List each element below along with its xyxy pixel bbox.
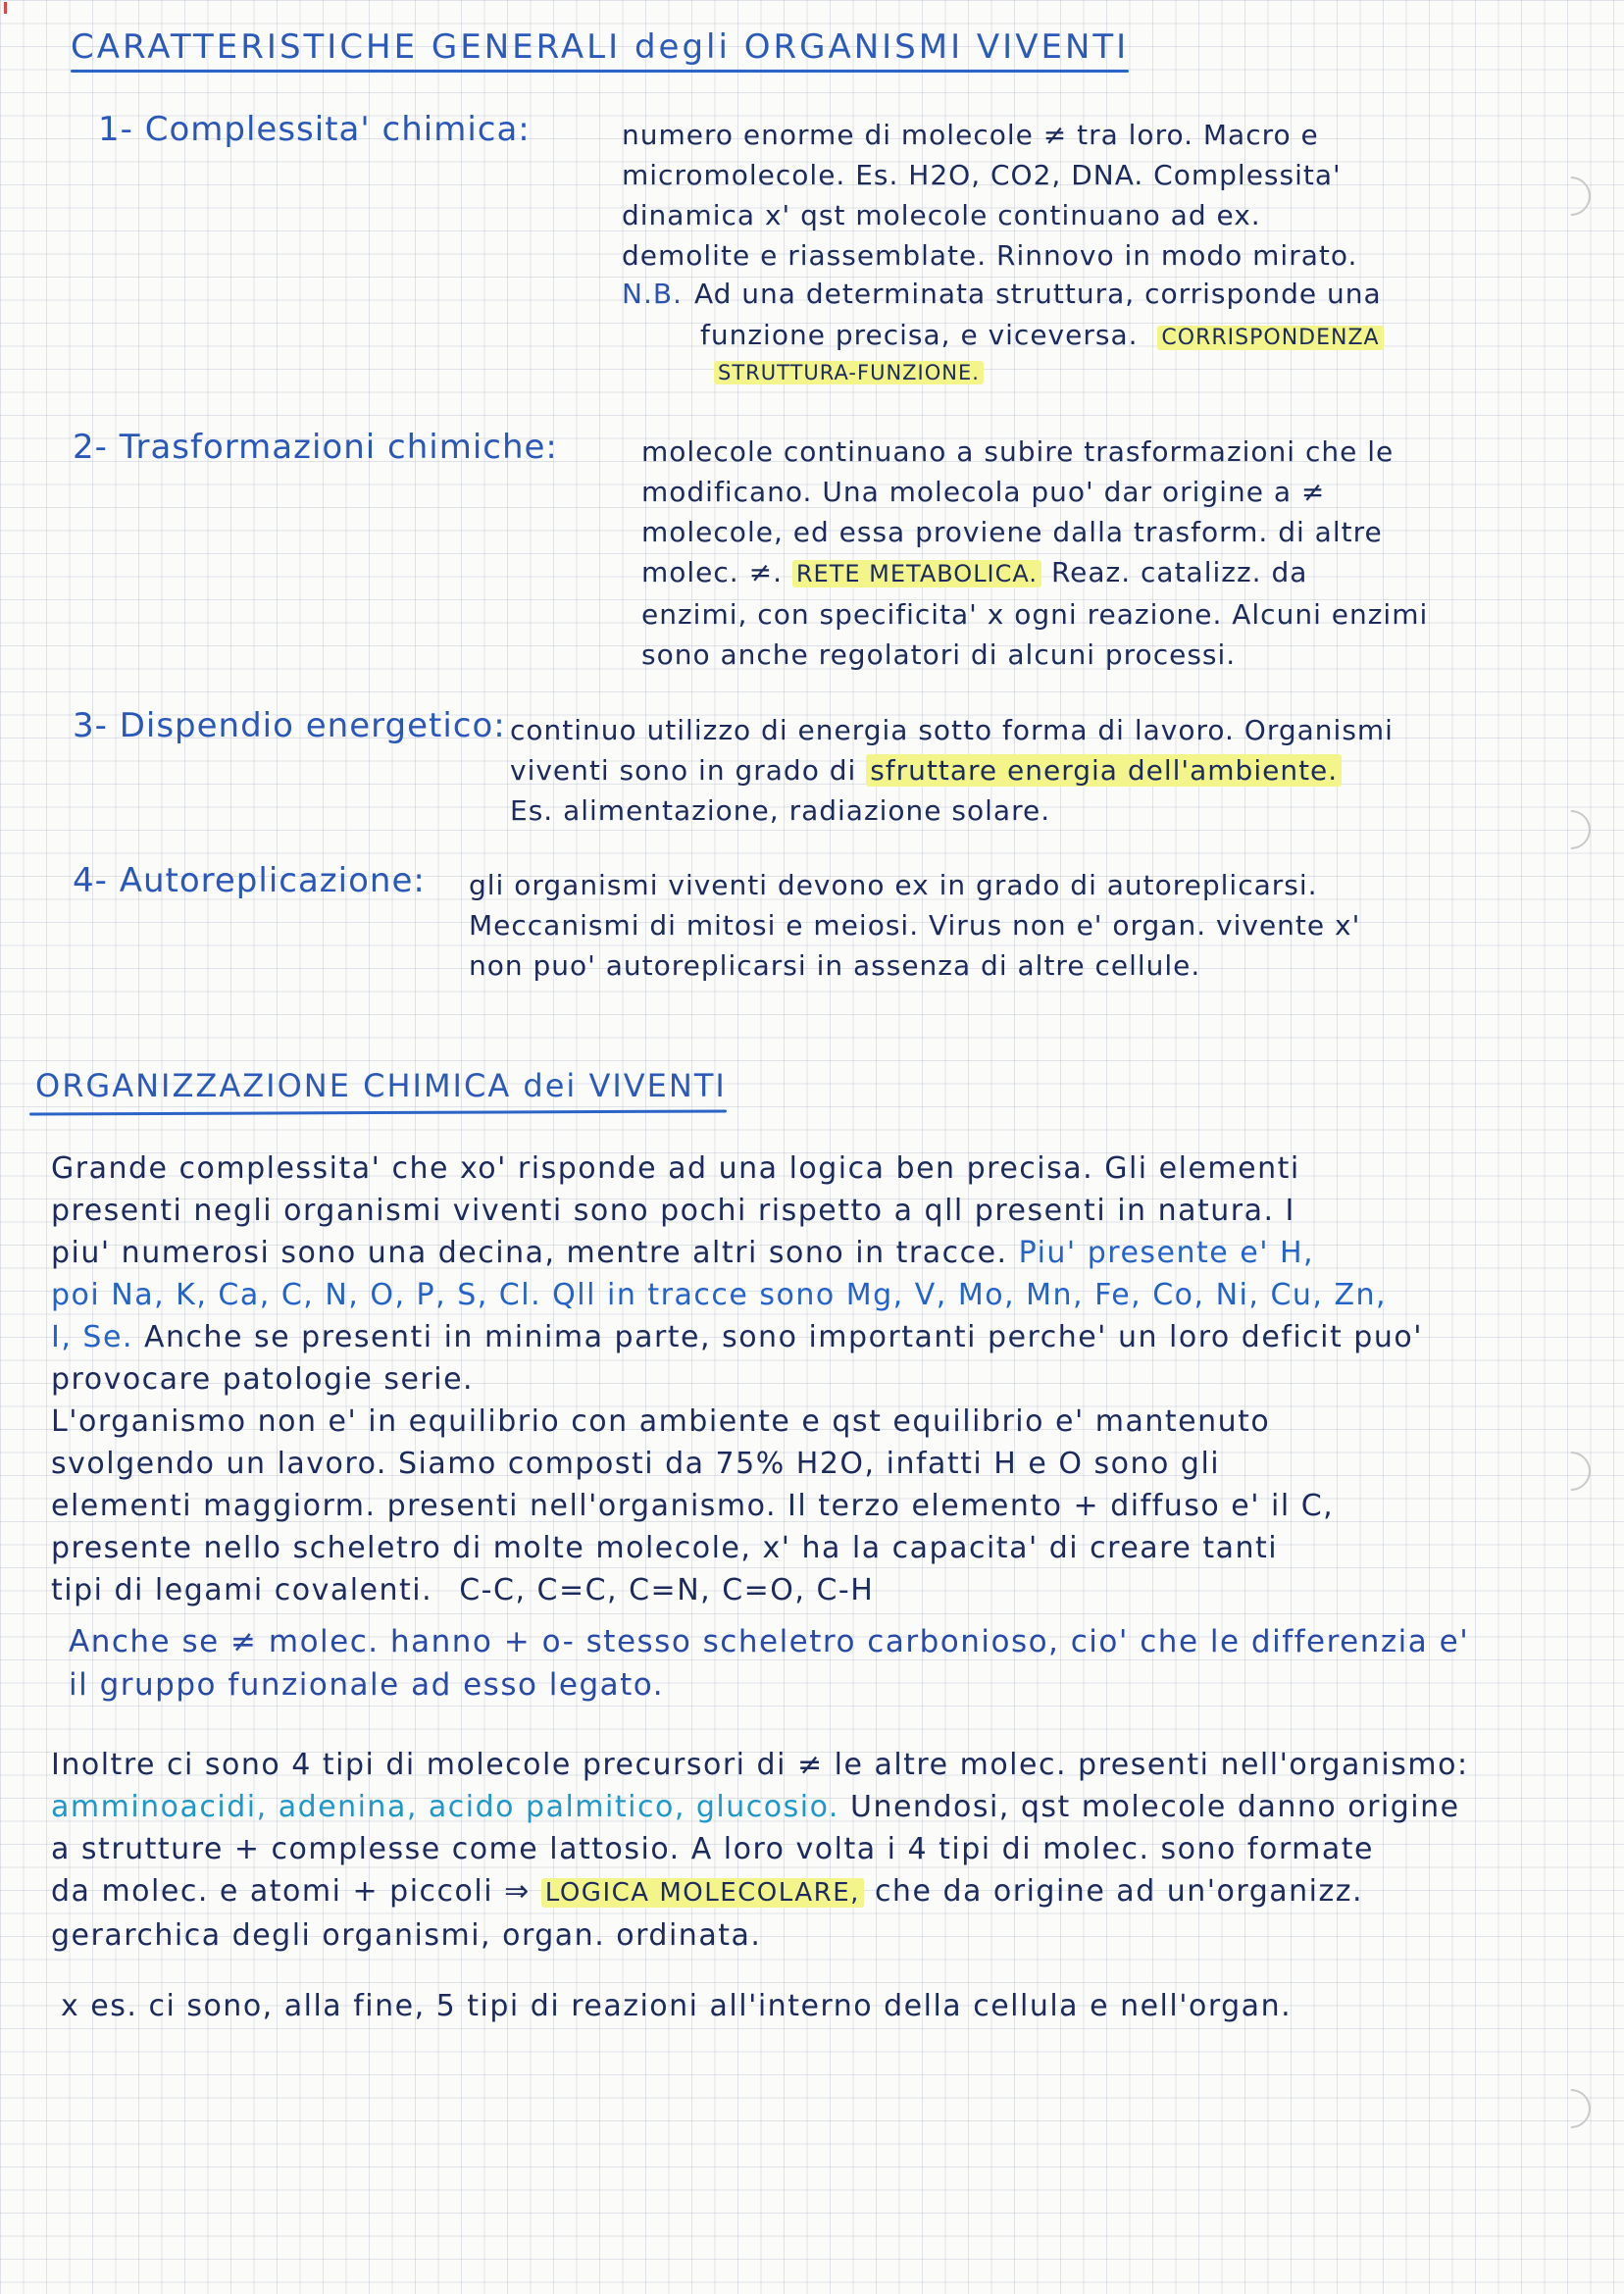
binder-hole xyxy=(1544,2081,1599,2137)
line-text: Reaz. catalizz. da xyxy=(1050,556,1308,588)
paragraph-line: provocare patologie serie. xyxy=(51,1362,475,1397)
section-title-underline xyxy=(29,1109,727,1115)
section-3-line: Es. alimentazione, radiazione solare. xyxy=(510,794,1051,827)
section-4-text xyxy=(469,865,1360,986)
highlight-corrispondenza: CORRISPONDENZA xyxy=(1157,326,1383,350)
section-1-line: numero enorme di molecole ≠ tra loro. Macro e xyxy=(622,119,1319,151)
paragraph-line xyxy=(51,1569,1423,1611)
section-3-label: 3- Dispendio energetico: xyxy=(73,706,506,745)
section-2-line xyxy=(641,552,1428,594)
paragraph-line: a strutture + complesse come lattosio. A loro volta i 4 tipi di molec. sono formate xyxy=(51,1832,1374,1866)
section-2-line: modificano. Una molecola puo' dar origine a ≠ xyxy=(641,476,1326,508)
paragraph-functional-group xyxy=(69,1620,1469,1707)
line-text-blue: Piu' presente e' H, xyxy=(1018,1236,1315,1270)
section-1-line: micromolecole. Es. H2O, CO2, DNA. Complessita' xyxy=(622,159,1342,191)
section-2-line: sono anche regolatori di alcuni processi. xyxy=(641,638,1237,671)
section-2-text xyxy=(641,432,1428,675)
binder-hole xyxy=(1544,1444,1599,1500)
paragraph-line: Anche se ≠ molec. hanno + o- stesso scheletro carbonioso, cio' che le differenzia e' xyxy=(69,1624,1470,1659)
section-4-line: non puo' autoreplicarsi in assenza di altre cellule. xyxy=(469,949,1201,982)
paragraph-line: presenti negli organismi viventi sono pochi rispetto a qll presenti in natura. I xyxy=(51,1194,1295,1228)
line-text: viventi sono in grado di xyxy=(510,754,857,787)
paragraph-line: elementi maggiorm. presenti nell'organismo. Il terzo elemento + diffuso e' il C, xyxy=(51,1489,1335,1523)
note-line: Ad una determinata struttura, corrisponde una xyxy=(693,278,1382,310)
page-title: CARATTERISTICHE GENERALI degli ORGANISMI VIVENTI xyxy=(71,27,1129,67)
section-1-line: dinamica x' qst molecole continuano ad ex. xyxy=(622,199,1261,231)
line-text: da molec. e atomi + piccoli ⇒ xyxy=(51,1874,531,1909)
margin-mark xyxy=(4,2,7,14)
section-3-line: continuo utilizzo di energia sotto forma di lavoro. Organismi xyxy=(510,714,1394,746)
section-2-line: molecole, ed essa proviene dalla trasform. di altre xyxy=(641,516,1383,548)
highlight-struttura-funzione xyxy=(714,361,984,384)
section-1-note-line2 xyxy=(700,316,1384,358)
highlight-rete-metabolica: RETE METABOLICA. xyxy=(792,560,1041,587)
section-title-organizzazione xyxy=(35,1067,727,1104)
bond-list: C-C, C=C, C=N, C=O, C-H xyxy=(459,1573,875,1607)
paragraph-line-elements: poi Na, K, Ca, C, N, O, P, S, Cl. Qll in tracce sono Mg, V, Mo, Mn, Fe, Co, Ni, Cu, Zn, xyxy=(51,1278,1388,1312)
paragraph-line xyxy=(51,1232,1423,1274)
paragraph-reactions: x es. ci sono, alla fine, 5 tipi di reazioni all'interno della cellula e nell'organ. xyxy=(61,1989,1293,2023)
section-3-text xyxy=(510,710,1394,831)
paragraph-line xyxy=(51,1870,1469,1914)
section-3-line xyxy=(510,750,1394,790)
note-line: funzione precisa, e viceversa. xyxy=(700,319,1139,351)
paragraph-precursors xyxy=(51,1744,1469,1957)
section-1-text xyxy=(622,115,1357,276)
line-text-blue: I, Se. xyxy=(51,1320,133,1354)
highlight-logica-molecolare: LOGICA MOLECOLARE, xyxy=(541,1878,864,1908)
line-text: Unendosi, qst molecole danno origine xyxy=(850,1790,1460,1824)
section-2-label: 2- Trasformazioni chimiche: xyxy=(73,428,558,467)
paragraph-line xyxy=(51,1786,1469,1828)
line-text: piu' numerosi sono una decina, mentre altri sono in tracce. xyxy=(51,1236,1008,1270)
paragraph-line: svolgendo un lavoro. Siamo composti da 75% H2O, infatti H e O sono gli xyxy=(51,1447,1221,1481)
section-1-note xyxy=(622,275,1382,314)
paragraph-line: L'organismo non e' in equilibrio con ambiente e qst equilibrio e' mantenuto xyxy=(51,1404,1271,1439)
line-text: che da origine ad un'organizz. xyxy=(874,1874,1364,1909)
section-4-line: gli organismi viventi devono ex in grado di autoreplicarsi. xyxy=(469,869,1318,901)
line-text: Anche se presenti in minima parte, sono importanti perche' un loro deficit puo' xyxy=(144,1320,1423,1354)
binder-hole xyxy=(1544,802,1599,858)
title-underline xyxy=(71,70,1129,73)
paragraph-elements xyxy=(51,1147,1423,1611)
section-1-label: 1- Complessita' chimica: xyxy=(98,110,531,149)
paragraph-line: presente nello scheletro di molte molecole, x' ha la capacita' di creare tanti xyxy=(51,1531,1279,1565)
section-1-line: demolite e riassemblate. Rinnovo in modo mirato. xyxy=(622,239,1358,272)
section-4-label: 4- Autoreplicazione: xyxy=(73,861,426,900)
line-text: tipi di legami covalenti. xyxy=(51,1573,433,1607)
precursor-list: amminoacidi, adenina, acido palmitico, glucosio. xyxy=(51,1790,839,1824)
nb-prefix: N.B. xyxy=(622,278,683,310)
binder-hole xyxy=(1544,169,1599,225)
highlight-text: STRUTTURA-FUNZIONE. xyxy=(714,361,984,384)
section-title-text: ORGANIZZAZIONE CHIMICA dei VIVENTI xyxy=(35,1067,727,1104)
section-2-line: molecole continuano a subire trasformazioni che le xyxy=(641,435,1395,468)
line-text: molec. ≠. xyxy=(641,556,783,588)
paragraph-line: gerarchica degli organismi, organ. ordinata. xyxy=(51,1918,762,1953)
section-2-line: enzimi, con specificita' x ogni reazione. Alcuni enzimi xyxy=(641,598,1429,631)
paragraph-line: Inoltre ci sono 4 tipi di molecole precursori di ≠ le altre molec. presenti nell'organismo: xyxy=(51,1748,1469,1782)
paragraph-line: Grande complessita' che xo' risponde ad una logica ben precisa. Gli elementi xyxy=(51,1151,1300,1186)
paragraph-line: il gruppo funzionale ad esso legato. xyxy=(69,1667,665,1703)
section-4-line: Meccanismi di mitosi e meiosi. Virus non e' organ. vivente x' xyxy=(469,909,1361,942)
highlight-sfruttare-energia: sfruttare energia dell'ambiente. xyxy=(866,754,1342,787)
paragraph-line xyxy=(51,1316,1423,1358)
